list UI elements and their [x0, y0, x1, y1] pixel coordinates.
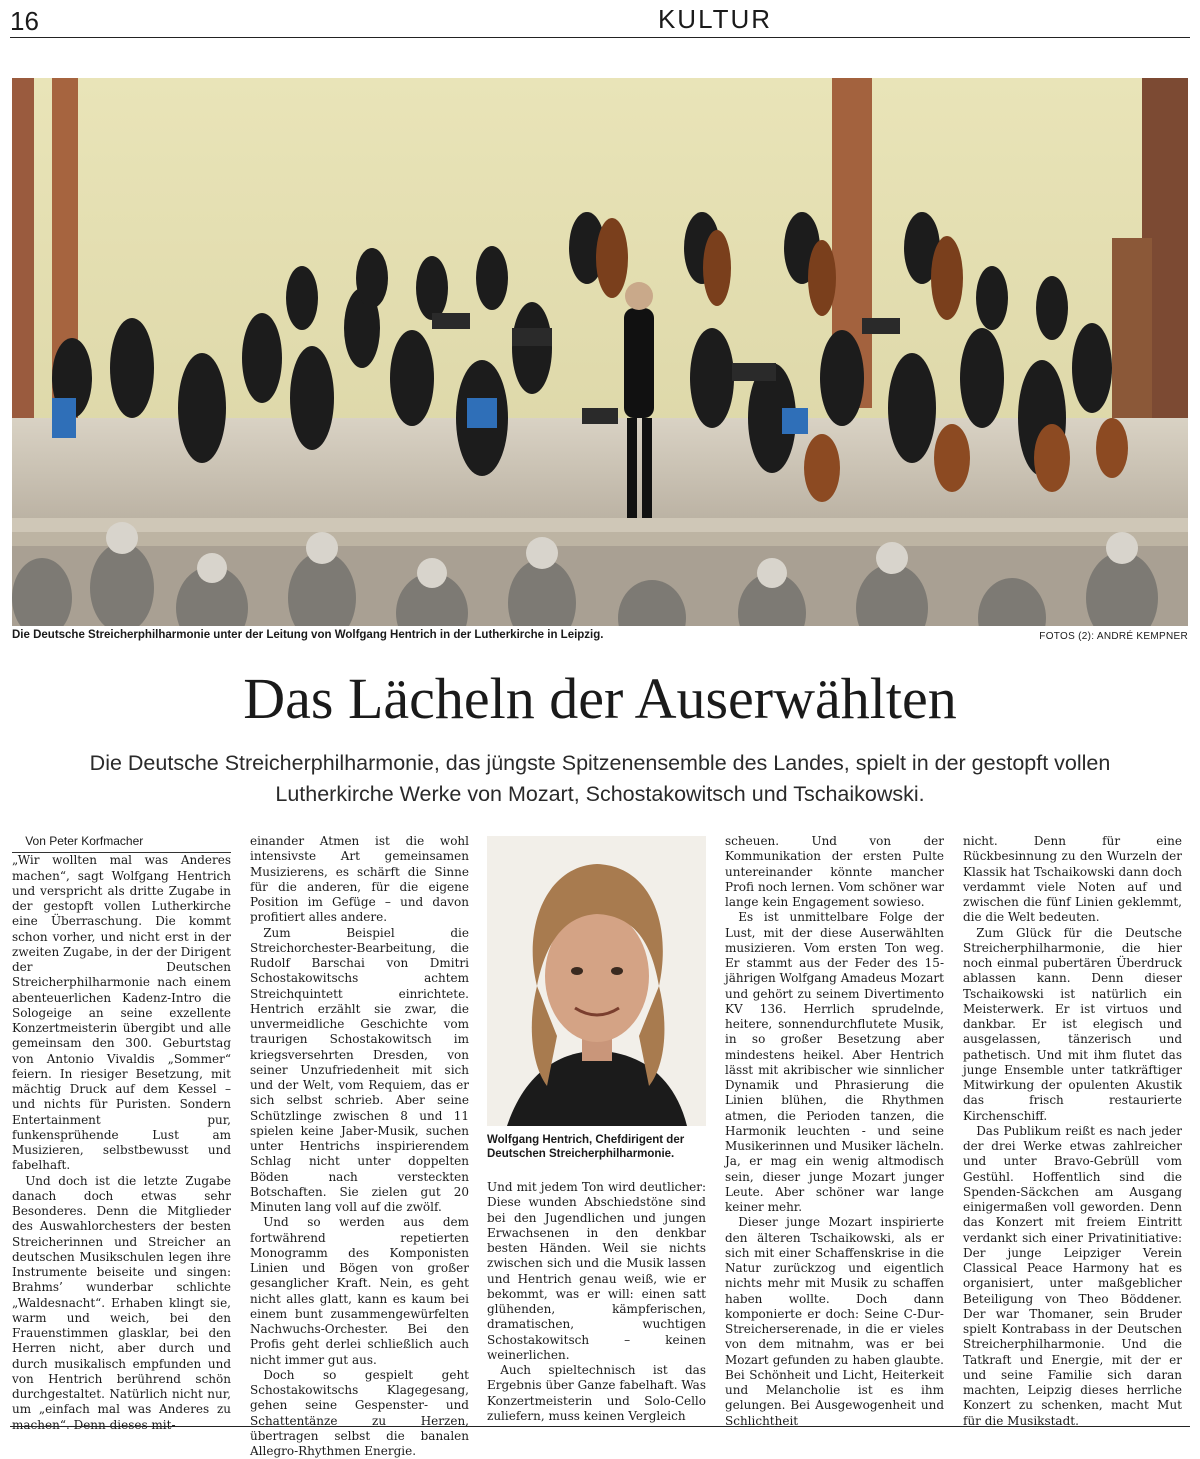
footer-rule	[10, 1426, 1190, 1427]
article-column-5	[963, 834, 1182, 1429]
subheadline: Die Deutsche Streicherphilharmonie, das jüngste Spitzenensemble des Landes, spielt in der gestopft vollen Lutherkirche Werke von Mozart, Schostakowitsch und Tschaikowski.	[89, 751, 1111, 806]
paragraph: Zum Glück für die Deutsche Streicherphilharmonie, die hier noch einmal pubertären Überdruck ablassen kann. Denn dieser Tschaikowski ist natürlich ein Meisterwerk. Er ist virtuos und dankbar. Er ist elegisch und ausgelassen, tänzerisch und pathetisch. Und mit ihm flutet das junge Ensemble unter tatkräftiger Mitwirkung der opulenten Akustik das frisch restaurierte Kirchenschiff.	[963, 925, 1182, 1123]
header-rule	[10, 37, 1190, 38]
paragraph: Das Publikum reißt es nach jeder der drei Werke etwas zahlreicher und unter Bravo-Gebrüll vom Gestühl. Hoffentlich sind die Spenden-Säckchen am Ausgang einigermaßen voll geworden. Denn das Konzert mit freiem Eintritt verdankt sich einer Privatinitiative: Der junge Leipziger Verein Classical Peace Harmony hat es organisiert, unter maßgeblicher Beteiligung von Theo Böddener. Der war Thomaner, sein Bruder spielt Kontrabass in der Deutschen Streicherphilharmonie. Und die Tatkraft und Energie, mit der er und seine Familie sich daran machten, Leipzig dieses herrliche Konzert zu schenken, macht Mut für die Musikstadt.	[963, 1123, 1182, 1428]
portrait-caption: Wolfgang Hentrich, Chefdirigent der Deutschen Streicherphilharmonie.	[487, 1134, 685, 1160]
orchestra-photo	[12, 78, 1188, 626]
paragraph: Und doch ist die letzte Zugabe danach doch etwas sehr Besonderes. Denn die Mitglieder des Auswahlorchesters der besten Streicherinnen und Streicher an deutschen Musikschulen legen ihre Instrumente beiseite und singen: Brahms’ wunderbar schlichte „Waldesnacht“. Erhaben klingt sie, warm und weich, bei den Frauenstimmen glasklar, bei den Herren nicht, aber durch und durch musikalisch empfunden und von Hentrich berührend schön durchgestaltet. Natürlich nicht nur, um „einfach mal was Anderes zu machen“. Denn dieses mit-	[12, 1173, 231, 1432]
paragraph: einander Atmen ist die wohl intensivste Art gemeinsamen Musizierens, es schärft die Sinne für die anderen, für die eigene Position im Gefüge – und davon profitiert alles andere.	[250, 834, 469, 925]
section-title: KULTUR	[657, 4, 773, 34]
headline: Das Lächeln der Auserwählten	[243, 666, 957, 731]
photo-caption: Die Deutsche Streicherphilharmonie unter der Leitung von Wolfgang Hentrich in der Lutherkirche in Leipzig.	[12, 629, 604, 641]
conductor-portrait	[487, 836, 706, 1126]
page-number: 16	[10, 6, 39, 36]
paragraph: Zum Beispiel die Streichorchester-Bearbeitung, die Rudolf Barschai von Dmitri Schostakowitschs achtem Streichquintett einrichtete. Hentrich erzählt sie zwar, die unvermeidliche Geschichte vom traurigen Schostakowitsch im kriegsversehrten Dresden, von seiner Unzufriedenheit mit sich und der Welt, vom Requiem, das er sich selbst schrieb. Aber seine Schützlinge zwischen 8 und 11 spielen keine Jaber-Musik, suchen unter Hentrichs inspirierendem Schlag nicht unter doppelten Böden nach versteckten Botschaften. Sie zielen gut 20 Minuten lang voll auf die zwölf.	[250, 925, 469, 1214]
article-column-1	[12, 834, 231, 1433]
paragraph: scheuen. Und von der Kommunikation der ersten Pulte untereinander könnte mancher Profi noch lernen. Vom schöner war lange kein Engagement sowieso.	[725, 834, 944, 909]
paragraph: nicht. Denn für eine Rückbesinnung zu den Wurzeln der Klassik hat Tschaikowski dann doch verdammt viele Noten auf und zwischen die fünf Linien geklemmt, die die Welt bedeuten.	[963, 834, 1182, 925]
paragraph: „Wir wollten mal was Anderes machen“, sagt Wolfgang Hentrich und verspricht als dritte Zugabe in der gestopft vollen Lutherkirche eine Überraschung. Die kommt schon vorher, und nicht erst in der zweiten Zugabe, in der der Dirigent der Deutschen Streicherphilharmonie nach einem abenteuerlichen Kadenz-Intro die Sologeige an seine exzellente Konzertmeisterin übergibt und alle gemeinsam den 300. Geburtstag von Antonio Vivaldis „Sommer“ feiern. In riesiger Besetzung, mit mächtig Druck auf dem Kessel – und nichts für Puristen. Sondern Entertainment pur, funkensprühende Lust am Musizieren, selbstbewusst und fabelhaft.	[12, 853, 231, 1173]
byline: Von Peter Korfmacher	[12, 834, 231, 853]
photo-credit: FOTOS (2): ANDRÉ KEMPNER	[1039, 631, 1188, 642]
article-column-3	[487, 1180, 706, 1424]
paragraph: Doch so gespielt geht Schostakowitschs Klagegesang, gehen seine Gespenster- und Schattentänze zu Herzen, übertragen selbst die banalen Allegro-Rhythmen Energie.	[250, 1367, 469, 1458]
paragraph: Und mit jedem Ton wird deutlicher: Diese wunden Abschiedstöne sind bei den Jugendlichen und jungen Erwachsenen in den denkbar besten Händen. Weil sie nichts zwischen sich und die Musik lassen und Hentrich genau weiß, wie er bekommt, was er will: einen satt glühenden, kämpferischen, dramatischen, wuchtigen Schostakowitsch – keinen weinerlichen.	[487, 1180, 706, 1362]
paragraph: Dieser junge Mozart inspirierte den älteren Tschaikowski, als er sich mit einer Schaffenskrise in die Natur zurückzog und eigentlich nichts mehr mit Musik zu schaffen haben wollte. Doch dann komponierte er doch: Seine C-Dur-Streicherserenade, in die er vieles von dem mitnahm, was er bei Mozart gefunden zu haben glaubte. Bei Schönheit und Licht, Heiterkeit und Melancholie ist es ihm gelungen. Bei Ausgewogenheit und Schlichtheit	[725, 1215, 944, 1428]
article-column-2	[250, 834, 469, 1459]
paragraph: Es ist unmittelbare Folge der Lust, mit der diese Auserwählten musizieren. Vom ersten Ton weg. Er stammt aus der Feder des 15-jährigen Wolfgang Amadeus Mozart und gehört zu seinem Divertimento KV 136. Herrlich sprudelnde, heitere, sonnendurchflutete Musik, in so großer Besetzung aber mindestens heikel. Aber Hentrich lässt mit akribischer wie sinnlicher Dynamik und Phrasierung die Linien blühen, die Rhythmen atmen, die Perioden tanzen, die Harmonik leuchten - und seine Musikerinnen und Musiker lächeln. Ja, er mag ein wenig altmodisch sein, dieser junge Mozart junger Leute. Aber schöner war lange keiner mehr.	[725, 910, 944, 1214]
paragraph: Auch spieltechnisch ist das Ergebnis über Ganze fabelhaft. Was Konzertmeisterin und Solo-Cello zuliefern, muss keinen Vergleich	[487, 1363, 706, 1423]
paragraph: Und so werden aus dem fortwährend repetierten Monogramm des Komponisten Linien und Bögen von großer gesanglicher Kraft. Nein, es geht nicht alles glatt, kann es kaum bei einem bunt zusammengewürfelten Nachwuchs-Orchester. Bei den Profis geht derlei schließlich auch nicht immer gut aus.	[250, 1215, 469, 1367]
article-column-4	[725, 834, 944, 1429]
